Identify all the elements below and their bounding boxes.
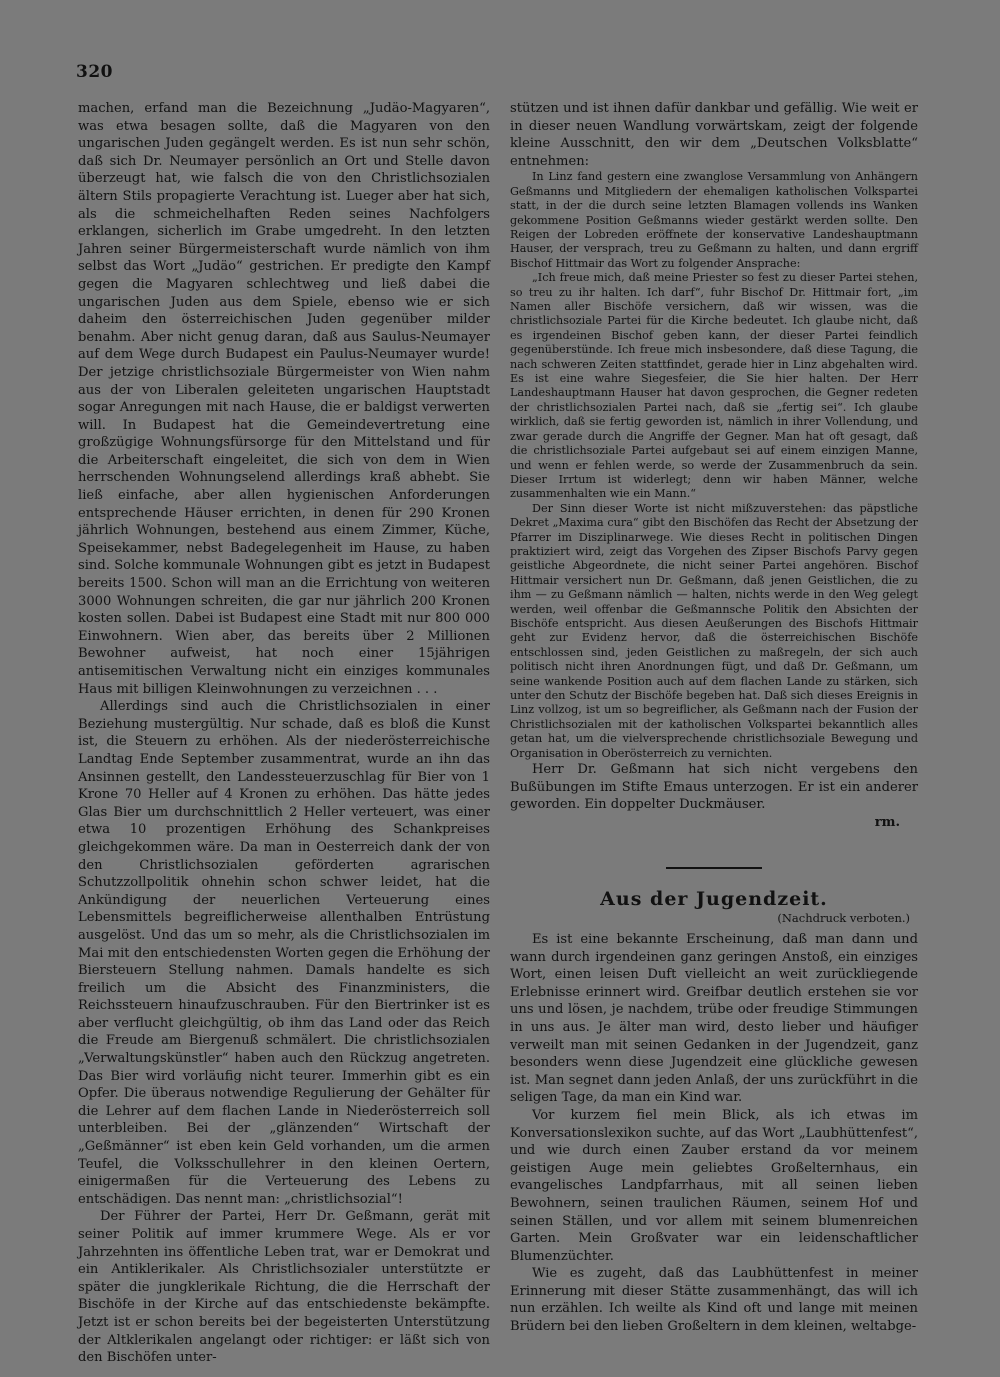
article-paragraph: Der Führer der Partei, Herr Dr. Geßmann, gerät mit seiner Politik auf immer krummere Wege. Als er vor Jahrzehnten ins öffentliche Leben trat, war er Demokrat und ein Antiklerikaler. Als Christlichsozialer unterstützte er später die jungklerikale Richtung, die die Herrschaft der Bischöfe in der Kirche auf das entschiedenste bekämpfte. Jetzt ist er schon bereits bei der begeisterten Unterstützung der Altklerikalen angelangt oder richtiger: er läßt sich von den Bischöfen unter- (78, 1209, 490, 1366)
reprint-note: (Nachdruck verboten.) (777, 911, 910, 925)
page-number: 320 (76, 62, 113, 82)
article-paragraph: Allerdings sind auch die Christlichsozialen in einer Beziehung mustergültig. Nur schade, daß es bloß die Kunst ist, die Steuern zu erhöhen. Als der niederösterreichische Landtag Ende September zusammentrat, wurde an ihn das Ansinnen gestellt, den Landessteuerzuschlag für Bier von 1 Krone 70 Heller auf 4 Kronen zu erhöhen. Das hätte jedes Glas Bier um durchschnittlich 2 Heller verteuert, was einer etwa 10 prozentigen Erhöhung des Schankpreises gleichgekommen wäre. Da man in Oesterreich dank der von den Christlichsozialen geförderten agrarischen Schutzzollpolitik ohnehin schon schwer leidet, hat die Ankündigung der neuerlichen Verteuerung eines Lebensmittels begreiflicherweise allenthalben Entrüstung ausgelöst. Und das um so mehr, als die Christlichsozialen im Mai mit den entschiedensten Worten gegen die Erhöhung der Biersteuern Stellung nahmen. Damals handelte es sich freilich um die Absicht des Finanzministers, die Reichssteuern hinaufzuschrauben. Für den Biertrinker ist es aber verflucht gleichgültig, ob ihm das Land oder das Reich die Freude am Biergenuß schmälert. Die christlichsozialen „Verwaltungskünstler“ haben auch den Rückzug angetreten. Das Bier wird vorläufig nicht teurer. Immerhin gibt es ein Opfer. Die überaus notwendige Regulierung der Gehälter für die Lehrer auf dem flachen Lande in Niederösterreich soll unterbleiben. Bei der „glänzenden“ Wirtschaft der „Geßmänner“ ist eben kein Geld vorhanden, um die armen Teufel, die Volksschullehrer in den kleinen Oertern, einigermaßen für die Verteuerung des Lebens zu entschädigen. Das nennt man: „christlichsozial“! (78, 699, 490, 1207)
quote-paragraph: Der Sinn dieser Worte ist nicht mißzuverstehen: das päpstliche Dekret „Maxima cura“ gibt den Bischöfen das Recht der Absetzung der Pfarrer im Disziplinarwege. Wie dieses Recht in politischen Dingen praktiziert wird, zeigt das Vorgehen des Zipser Bischofs Parvy gegen geistliche Abgeordnete, die nicht seiner Partei angehören. Bischof Hittmair versichert nun Dr. Geßmann, daß jenen Geistlichen, die zu ihm — zu Geßmann nämlich — halten, nichts werde in den Weg gelegt werden, weil offenbar die Geßmannsche Politik den Absichten der Bischöfe entspricht. Aus diesen Aeußerungen des Bischofs Hittmair geht zur Evidenz hervor, daß die österreichischen Bischöfe entschlossen sind, jeden Geistlichen zu maßregeln, der sich auch politisch nicht ihren Anordnungen fügt, und daß Dr. Geßmann, um seine wankende Position auch auf dem flachen Lande zu stärken, sich unter den Schutz der Bischöfe begeben hat. Daß sich dieses Ereignis in Linz vollzog, ist um so begreiflicher, als Geßmann nach der Fusion der Christlichsozialen mit der katholischen Volkspartei bekanntlich alles getan hat, um die vielversprechende christlichsoziale Bewegung und Organisation in Oberösterreich zu vernichten. (510, 501, 918, 760)
quote-paragraph: „Ich freue mich, daß meine Priester so fest zu dieser Partei stehen, so treu zu ihr halten. Ich darf“, fuhr Bischof Dr. Hittmair fort, „im Namen aller Bischöfe versichern, daß wir wissen, was die christlichsoziale Partei für die Kirche bedeutet. Ich glaube nicht, daß es irgendeinen Bischof geben kann, der dieser Partei feindlich gegenüberstünde. Ich freue mich insbesondere, daß diese Tagung, die nach schweren Zeiten stattfindet, gerade hier in Linz abgehalten wird. Es ist eine wahre Siegesfeier, die Sie hier halten. Der Herr Landeshauptmann Hauser hat davon gesprochen, die Gegner redeten der christlichsozialen Partei nach, daß sie „fertig sei“. Ich glaube wirklich, daß sie fertig geworden ist, nämlich in ihrer Vollendung, und zwar gerade durch die Angriffe der Gegner. Man hat oft gesagt, daß die christlichsoziale Partei aufgebaut sei auf einem einzigen Manne, und wenn er fehlen werde, so werde der Zusammenbruch da sein. Dieser Irrtum ist widerlegt; denn wir haben Männer, welche zusammenhalten wie ein Mann.“ (510, 271, 918, 501)
section-title: Aus der Jugendzeit. (600, 888, 828, 911)
right-column (510, 100, 918, 1336)
article-paragraph: machen, erfand man die Bezeichnung „Judäo-Magyaren“, was etwa besagen sollte, daß die Magyaren von den ungarischen Juden gegängelt werden. Es ist nun sehr schön, daß sich Dr. Neumayer persönlich an Ort und Stelle davon überzeugt hat, wie falsch die von den Christlichsozialen ältern Stils propagierte Verachtung ist. Lueger aber hat sich, als die schmeichelhaften Reden seines Nachfolgers erklangen, sicherlich im Grabe umgedreht. In den letzten Jahren seiner Bürgermeisterschaft wurde nämlich von ihm selbst das Wort „Judäo“ gestrichen. Er predigte den Kampf gegen die Magyaren schlechtweg und ließ dabei die ungarischen Juden aus dem Spiele, ebenso wie er sich daheim den österreichischen Juden gegenüber milder benahm. Aber nicht genug daran, daß aus Saulus-Neumayer auf dem Wege durch Budapest ein Paulus-Neumayer wurde! Der jetzige christlichsoziale Bürgermeister von Wien nahm aus der von Liberalen geleiteten ungarischen Hauptstadt sogar Anregungen mit nach Hause, die er baldigst verwerten will. In Budapest hat die Gemeindevertretung eine großzügige Wohnungsfürsorge für den Mittelstand und für die Arbeiterschaft eingeleitet, die sich von dem in Wien herrschenden Wohnungselend allerdings kraß abhebt. Sie ließ einfache, aber allen hygienischen Anforderungen entsprechende Häuser errichten, in denen für 290 Kronen jährlich Wohnungen, bestehend aus einem Zimmer, Küche, Speisekammer, nebst Badegelegenheit im Hause, zu haben sind. Solche kommunale Wohnungen gibt es jetzt in Budapest bereits 1500. Schon will man an die Errichtung von weiteren 3000 Wohnungen schreiten, die gar nur jährlich 200 Kronen kosten sollen. Dabei ist Budapest eine Stadt mit nur 800 000 Einwohnern. Wien aber, das bereits über 2 Millionen Bewohner aufweist, hat noch einer 15jährigen antisemitischen Verwaltung nicht ein einziges kommunales Haus mit billigen Kleinwohnungen zu verzeichnen . . . (78, 101, 490, 697)
section-divider (666, 867, 762, 869)
quote-paragraph: In Linz fand gestern eine zwanglose Versammlung von Anhängern Geßmanns und Mitgliedern der ehemaligen katholischen Volkspartei statt, in der die durch seine letzten Blamagen vollends ins Wanken gekommene Position Geßmanns wieder gestärkt werden sollte. Den Reigen der Lobreden eröffnete der konservative Landeshauptmann Hauser, der versprach, treu zu Geßmann zu halten, und dann ergriff Bischof Hittmair das Wort zu folgender Ansprache: (510, 170, 918, 270)
signoff-line (510, 814, 918, 832)
author-signature: rm. (874, 814, 900, 830)
article-paragraph: Herr Dr. Geßmann hat sich nicht vergebens den Bußübungen im Stifte Emaus unterzogen. Er ist ein anderer geworden. Ein doppelter Duckmäuser. (510, 762, 918, 813)
article-paragraph: stützen und ist ihnen dafür dankbar und gefällig. Wie weit er in dieser neuen Wandlung vorwärtskam, zeigt der folgende kleine Ausschnitt, den wir dem „Deutschen Volksblatte“ entnehmen: (510, 101, 918, 169)
story-paragraph: Wie es zugeht, daß das Laubhüttenfest in meiner Erinnerung mit dieser Stätte zusammenhängt, das will ich nun erzählen. Ich weilte als Kind oft und lange mit meinen Brüdern bei den lieben Großeltern in dem kleinen, weltabge- (510, 1266, 918, 1335)
section-body (510, 931, 918, 1336)
quoted-excerpt (510, 170, 918, 761)
story-paragraph: Es ist eine bekannte Erscheinung, daß man dann und wann durch irgendeinen ganz geringen Anstoß, ein einziges Wort, einen leisen Duft vielleicht an weit zurückliegende Erlebnisse erinnert wird. Greifbar deutlich erstehen sie vor uns und lösen, je nachdem, trübe oder freudige Stimmungen in uns aus. Je älter man wird, desto lieber und häufiger verweilt man mit seinen Gedanken in der Jugendzeit, ganz besonders wenn diese Jugendzeit eine glückliche gewesen ist. Man segnet dann jeden Anlaß, der uns zurückführt in die seligen Tage, da man ein Kind war. (510, 932, 918, 1106)
left-column (78, 100, 490, 1367)
story-paragraph: Vor kurzem fiel mein Blick, als ich etwas im Konversationslexikon suchte, auf das Wort „Laubhüttenfest“, und wie durch einen Zauber erstand da vor meinem geistigen Auge mein geliebtes Großelternhaus, ein evangelisches Landpfarrhaus, mit all seinen lieben Bewohnern, seinen traulichen Räumen, seinem Hof und seinen Ställen, und vor allem mit seinem blumenreichen Garten. Mein Großvater war ein leidenschaftlicher Blumenzüchter. (510, 1107, 918, 1264)
